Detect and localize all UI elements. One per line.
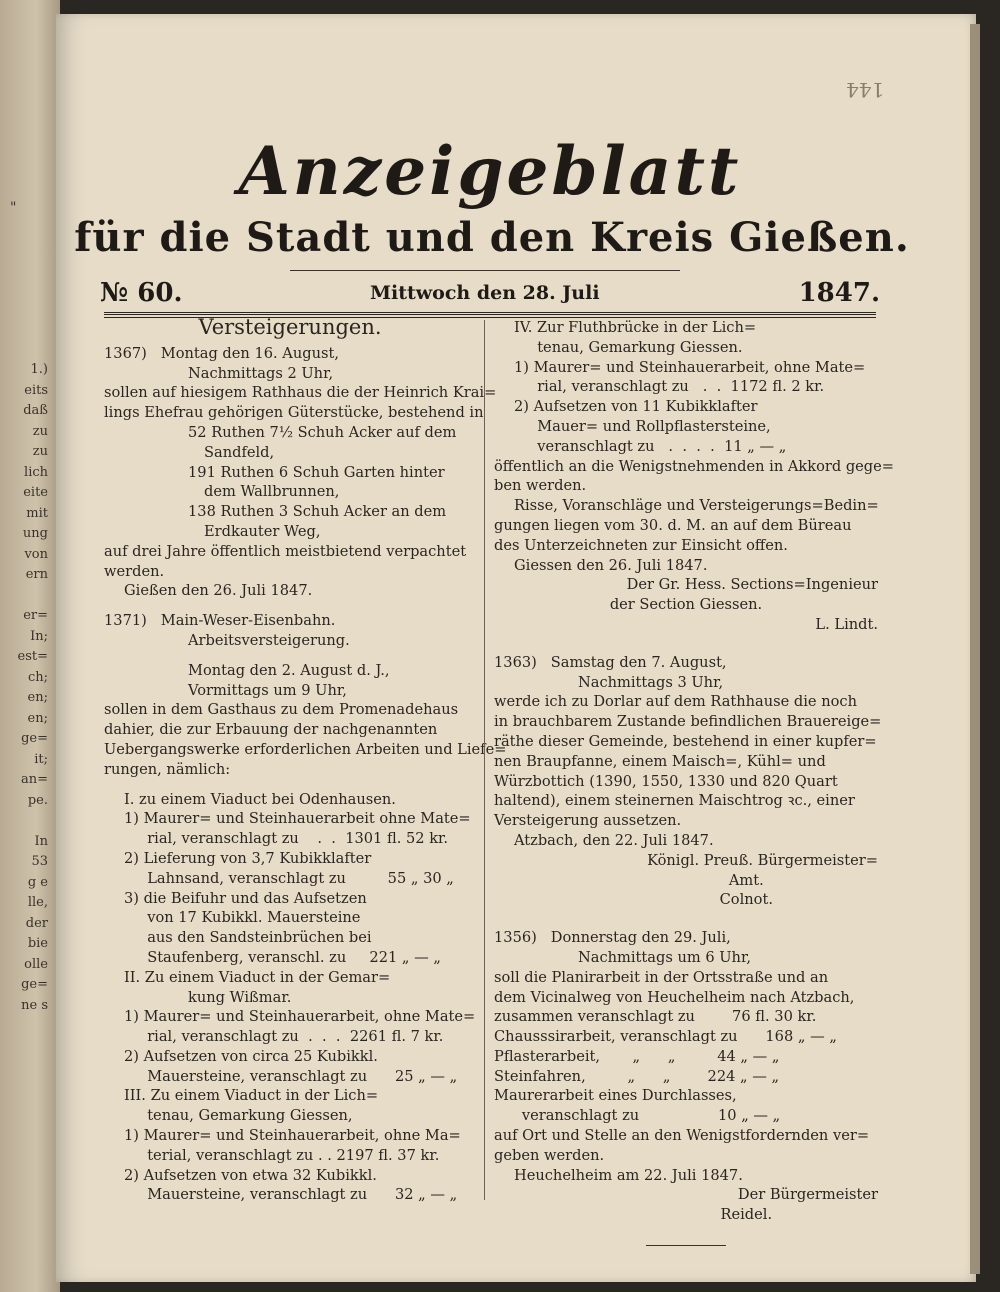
text-line: Pflasterarbeit, „ „ 44 „ — „ — [494, 1047, 780, 1065]
text-line: Erdkauter Weg, — [204, 522, 321, 540]
text-line: 1363) Samstag den 7. August, — [494, 653, 727, 671]
facing-page-fragment: olle — [24, 956, 48, 972]
text-line: Mauersteine, veranschlagt zu 32 „ — „ — [124, 1186, 458, 1204]
text-line: von 17 Kubikkl. Mauersteine — [124, 909, 361, 927]
text-line: L. Lindt. — [815, 615, 878, 633]
text-line: in brauchbarem Zustande befindlichen Brauereige= — [494, 713, 882, 731]
text-line: 138 Ruthen 3 Schuh Acker an dem — [188, 503, 447, 521]
text-line: nen Braupfanne, einem Maisch=, Kühl= und — [494, 752, 826, 770]
text-line: Gießen den 26. Juli 1847. — [124, 582, 313, 600]
text-line: veranschlagt zu 10 „ — „ — [494, 1107, 781, 1125]
masthead-subtitle: für die Stadt und den Kreis Gießen. — [74, 214, 910, 261]
text-line: Chausssirarbeit, veranschlagt zu 168 „ — „ — [494, 1028, 837, 1046]
text-line: tenau, Gemarkung Giessen, — [124, 1107, 353, 1125]
text-line: ben werden. — [494, 477, 587, 495]
facing-page-fragment — [0, 586, 48, 607]
text-line: Nachmittags um 6 Uhr, — [578, 948, 751, 966]
text-line: gungen liegen vom 30. d. M. an auf dem Büreau — [494, 516, 852, 534]
text-line: rial, veranschlagt zu . . . 2261 fl. 7 kr. — [124, 1028, 444, 1046]
facing-page-fragment: eite — [23, 485, 48, 500]
text-line: 3) die Beifuhr und das Aufsetzen — [124, 889, 367, 907]
text-line: Mauersteine, veranschlagt zu 25 „ — „ — [124, 1067, 458, 1085]
dateline — [100, 278, 880, 310]
facing-page-fragment: bie — [27, 936, 48, 951]
issue-date: Mittwoch den 28. Juli — [370, 282, 600, 304]
text-line: 1371) Main-Weser-Eisenbahn. — [104, 612, 336, 630]
text-line — [494, 635, 878, 653]
text-line: tenau, Gemarkung Giessen. — [514, 338, 743, 356]
text-line: Nachmittags 2 Uhr, — [188, 364, 334, 382]
text-line: Staufenberg, veranschl. zu 221 „ — „ — [124, 948, 441, 966]
text-line: dem Vicinalweg von Heuchelheim nach Atzbach, — [494, 988, 855, 1006]
text-line: Maurerarbeit eines Durchlasses, — [494, 1087, 737, 1105]
facing-page-fragment: In — [34, 833, 48, 849]
text-line: 1) Maurer= und Steinhauerarbeit, ohne Mate= — [124, 1008, 476, 1026]
facing-page-fragment: g e — [27, 874, 48, 890]
text-line: Risse, Voranschläge und Versteigerungs=Bedin= — [514, 497, 879, 515]
facing-page-mark: " — [10, 200, 17, 216]
text-line: dahier, die zur Erbauung der nachgenannten — [104, 721, 438, 739]
text-line: Würzbottich (1390, 1550, 1330 und 820 Quart — [494, 772, 838, 790]
left-column — [104, 315, 507, 1205]
facing-page-fragment: lich — [24, 464, 48, 480]
text-line: II. Zu einem Viaduct in der Gemar= — [124, 968, 391, 986]
text-line: Uebergangswerke erforderlichen Arbeiten und Liefe= — [104, 740, 507, 758]
text-line: rial, veranschlagt zu . . 1172 fl. 2 kr. — [514, 378, 825, 396]
text-line: soll die Planirarbeit in der Ortsstraße und an — [494, 968, 829, 986]
facing-page-fragment: er= — [23, 608, 48, 623]
text-line: 2) Lieferung von 3,7 Kubikklafter — [124, 849, 372, 867]
page-edge — [970, 24, 980, 1274]
text-line: auf Ort und Stelle an den Wenigstfordernden ver= — [494, 1127, 870, 1145]
text-line: Nachmittags 3 Uhr, — [578, 673, 724, 691]
text-line: 191 Ruthen 6 Schuh Garten hinter — [188, 463, 445, 481]
text-line: Mauer= und Rollpflastersteine, — [514, 417, 771, 435]
facing-page-fragment: 1.) — [30, 362, 48, 377]
text-line — [104, 651, 476, 661]
text-line: I. zu einem Viaduct bei Odenhausen. — [124, 790, 396, 808]
facing-page-fragment: mit — [26, 505, 48, 521]
text-line: kung Wißmar. — [188, 988, 292, 1006]
facing-page-fragment: der — [25, 915, 48, 931]
text-line: dem Wallbrunnen, — [204, 483, 340, 501]
text-line: Colnot. — [599, 891, 773, 909]
text-line: 2) Aufsetzen von 11 Kubikklafter — [514, 398, 758, 416]
facing-page-fragment: ung — [22, 526, 48, 541]
text-line: sollen in dem Gasthaus zu dem Promenadehaus — [104, 701, 459, 719]
facing-page-fragment: daß — [23, 403, 48, 418]
facing-page-fragment: ne s — [21, 997, 48, 1013]
facing-page-fragment: ch; — [27, 669, 48, 685]
issue-year: 1847. — [798, 278, 880, 308]
facing-page-fragment: zu — [32, 444, 48, 459]
facing-page-text — [0, 360, 48, 1016]
facing-page-fragment: it; — [34, 751, 48, 767]
facing-page-fragment: en; — [27, 690, 48, 705]
text-line: zusammen veranschlagt zu 76 fl. 30 kr. — [494, 1008, 817, 1026]
facing-page-fragment — [0, 811, 48, 832]
text-line: Lahnsand, veranschlagt zu 55 „ 30 „ — [124, 869, 454, 887]
text-line: geben werden. — [494, 1146, 605, 1164]
text-line: Amt. — [608, 871, 764, 889]
text-line: öffentlich an die Wenigstnehmenden in Akkord gege= — [494, 457, 895, 475]
text-line: 2) Aufsetzen von circa 25 Kubikkl. — [124, 1047, 378, 1065]
facing-page-fragment: 53 — [31, 854, 48, 869]
facing-page-fragment: est= — [17, 649, 48, 664]
text-line: terial, veranschlagt zu . . 2197 fl. 37 kr. — [124, 1146, 440, 1164]
text-line: aus den Sandsteinbrüchen bei — [124, 929, 372, 947]
text-line: sollen auf hiesigem Rathhaus die der Heinrich Krai= — [104, 384, 497, 402]
text-line: veranschlagt zu . . . . 11 „ — „ — [514, 437, 787, 455]
text-line — [104, 780, 476, 790]
facing-page-fragment: ge= — [21, 977, 48, 992]
text-line: 2) Aufsetzen von etwa 32 Kubikkl. — [124, 1166, 377, 1184]
text-line: Steinfahren, „ „ 224 „ — „ — [494, 1067, 780, 1085]
text-line: des Unterzeichneten zur Einsicht offen. — [494, 536, 788, 554]
right-column — [494, 318, 895, 1246]
text-line: rungen, nämlich: — [104, 760, 231, 778]
facing-page-fragment: ge= — [21, 731, 48, 746]
end-rule — [646, 1245, 726, 1246]
text-line: 1) Maurer= und Steinhauerarbeit ohne Mate= — [124, 810, 471, 828]
text-line: III. Zu einem Viaduct in der Lich= — [124, 1087, 379, 1105]
text-line: Vormittags um 9 Uhr, — [188, 681, 347, 699]
text-line: Arbeitsversteigerung. — [188, 631, 350, 649]
text-line: der Section Giessen. — [609, 596, 763, 614]
text-line: auf drei Jahre öffentlich meistbietend verpachtet — [104, 542, 467, 560]
text-line: Atzbach, den 22. Juli 1847. — [514, 831, 714, 849]
masthead-title: Anzeigeblatt — [238, 132, 742, 210]
text-line: werden. — [104, 562, 165, 580]
text-line: Heuchelheim am 22. Juli 1847. — [514, 1166, 743, 1184]
text-line: Giessen den 26. Juli 1847. — [514, 556, 708, 574]
text-line: 52 Ruthen 7½ Schuh Acker auf dem — [188, 423, 457, 441]
text-line: Der Gr. Hess. Sections=Ingenieur — [626, 576, 878, 594]
facing-page-fragment: ern — [25, 567, 48, 582]
text-line: lings Ehefrau gehörigen Güterstücke, bestehend in — [104, 404, 484, 422]
facing-page-fragment: zu — [32, 423, 48, 439]
masthead-rule — [290, 270, 680, 271]
text-line: haltend), einem steinernen Maischtrog ꝛc., einer — [494, 792, 855, 810]
text-line: Montag den 2. August d. J., — [188, 661, 390, 679]
text-line: 1367) Montag den 16. August, — [104, 344, 339, 362]
facing-page-fragment: pe. — [27, 792, 48, 808]
text-line: Sandfeld, — [204, 443, 275, 461]
text-line: Reidel. — [599, 1206, 773, 1224]
column-divider — [484, 320, 485, 1200]
text-line: Versteigerung aussetzen. — [494, 812, 682, 830]
text-line: IV. Zur Fluthbrücke in der Lich= — [514, 319, 757, 336]
text-line: räthe dieser Gemeinde, bestehend in einer kupfer= — [494, 732, 877, 750]
text-line: Königl. Preuß. Bürgermeister= — [647, 851, 878, 869]
facing-page-fragment: von — [24, 546, 48, 562]
text-line: 1) Maurer= und Steinhauerarbeit, ohne Mate= — [514, 358, 866, 376]
facing-page-fragment: an= — [20, 772, 48, 787]
section-heading: Versteigerungen. — [198, 315, 382, 339]
facing-page-fragment: In; — [30, 628, 48, 644]
facing-page-fragment: en; — [27, 710, 48, 726]
text-line — [494, 910, 878, 928]
page-number: 144 — [846, 78, 885, 102]
text-line: Der Bürgermeister — [737, 1186, 878, 1204]
facing-page-fragment: eits — [24, 382, 48, 398]
issue-number: № 60. — [100, 278, 183, 308]
text-line: 1356) Donnerstag den 29. Juli, — [494, 929, 731, 947]
text-line: 1) Maurer= und Steinhauerarbeit, ohne Ma= — [124, 1127, 461, 1145]
text-line — [104, 601, 476, 611]
text-line: werde ich zu Dorlar auf dem Rathhause die noch — [494, 693, 857, 711]
facing-page-fragment: lle, — [27, 895, 48, 910]
text-line: rial, veranschlagt zu . . 1301 fl. 52 kr. — [124, 830, 449, 848]
